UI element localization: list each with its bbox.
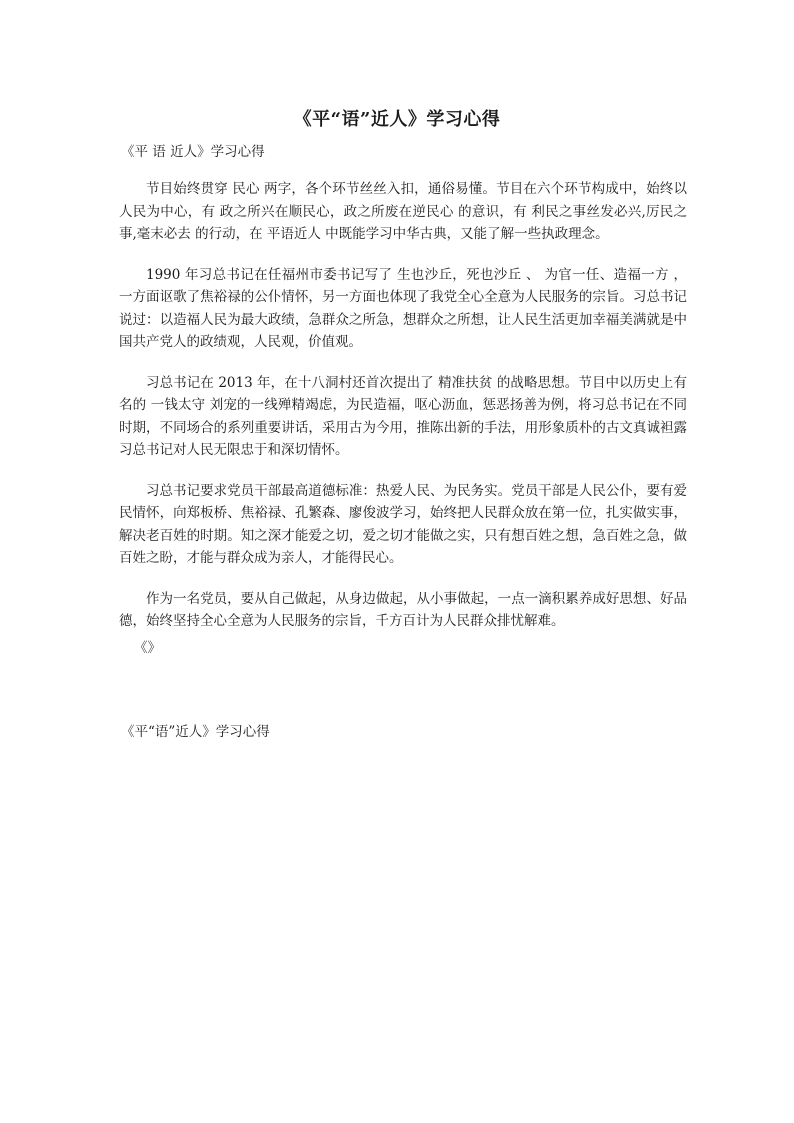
paragraph-3: 习总书记在 2013 年，在十八洞村还首次提出了 精准扶贫 的战略思想。节目中以历史上有名的 一钱太守 刘宠的一线殚精竭虑，为民造福，呕心沥血，惩恶扬善为例，将习总书记在不同时期，不同场合的系列重要讲话，采用古为今用，推陈出新的手法，用形象质朴的古文真诚袒露习总书记对人民无限忠于和深切情怀。 [119, 374, 687, 458]
paragraph-4: 习总书记要求党员干部最高道德标准：热爱人民、为民务实。党员干部是人民公仆，要有爱民情怀，向郑板桥、焦裕禄、孔繁森、廖俊波学习，始终把人民群众放在第一位，扎实做实事，解决老百姓的时期。知之深才能爱之切，爱之切才能做之实，只有想百姓之想，急百姓之急，做百姓之盼，才能与群众成为亲人，才能得民心。 [119, 482, 687, 566]
paragraph-5: 作为一名党员，要从自己做起，从身边做起，从小事做起，一点一滴积累养成好思想、好品德，始终坚持全心全意为人民服务的宗旨，千方百计为人民群众排忧解难。 [119, 590, 687, 629]
document-subtitle: 《平 语 近人》学习心得 [121, 144, 265, 160]
empty-brackets: 《》 [134, 640, 161, 656]
paragraph-2: 1990 年习总书记在任福州市委书记写了 生也沙丘，死也沙丘 、 为官一任、造福一方 ，一方面讴歌了焦裕禄的公仆情怀，另一方面也体现了我党全心全意为人民服务的宗旨。习总书记说过：以造福人民为最大政绩，急群众之所急，想群众之所想，让人民生活更加幸福美满就是中国共产党人的政绩观，人民观，价值观。 [119, 266, 687, 350]
document-body [119, 178, 687, 651]
document-title: 《平“语”近人》学习心得 [293, 109, 501, 130]
footer-title: 《平“语”近人》学习心得 [121, 724, 270, 740]
paragraph-1: 节目始终贯穿 民心 两字，各个环节丝丝入扣，通俗易懂。节目在六个环节构成中，始终以人民为中心，有 政之所兴在顺民心，政之所废在逆民心 的意识，有 利民之事丝发必兴,厉民之事,毫末必去 的行动，在 平语近人 中既能学习中华古典，又能了解一些执政理念。 [119, 181, 687, 242]
